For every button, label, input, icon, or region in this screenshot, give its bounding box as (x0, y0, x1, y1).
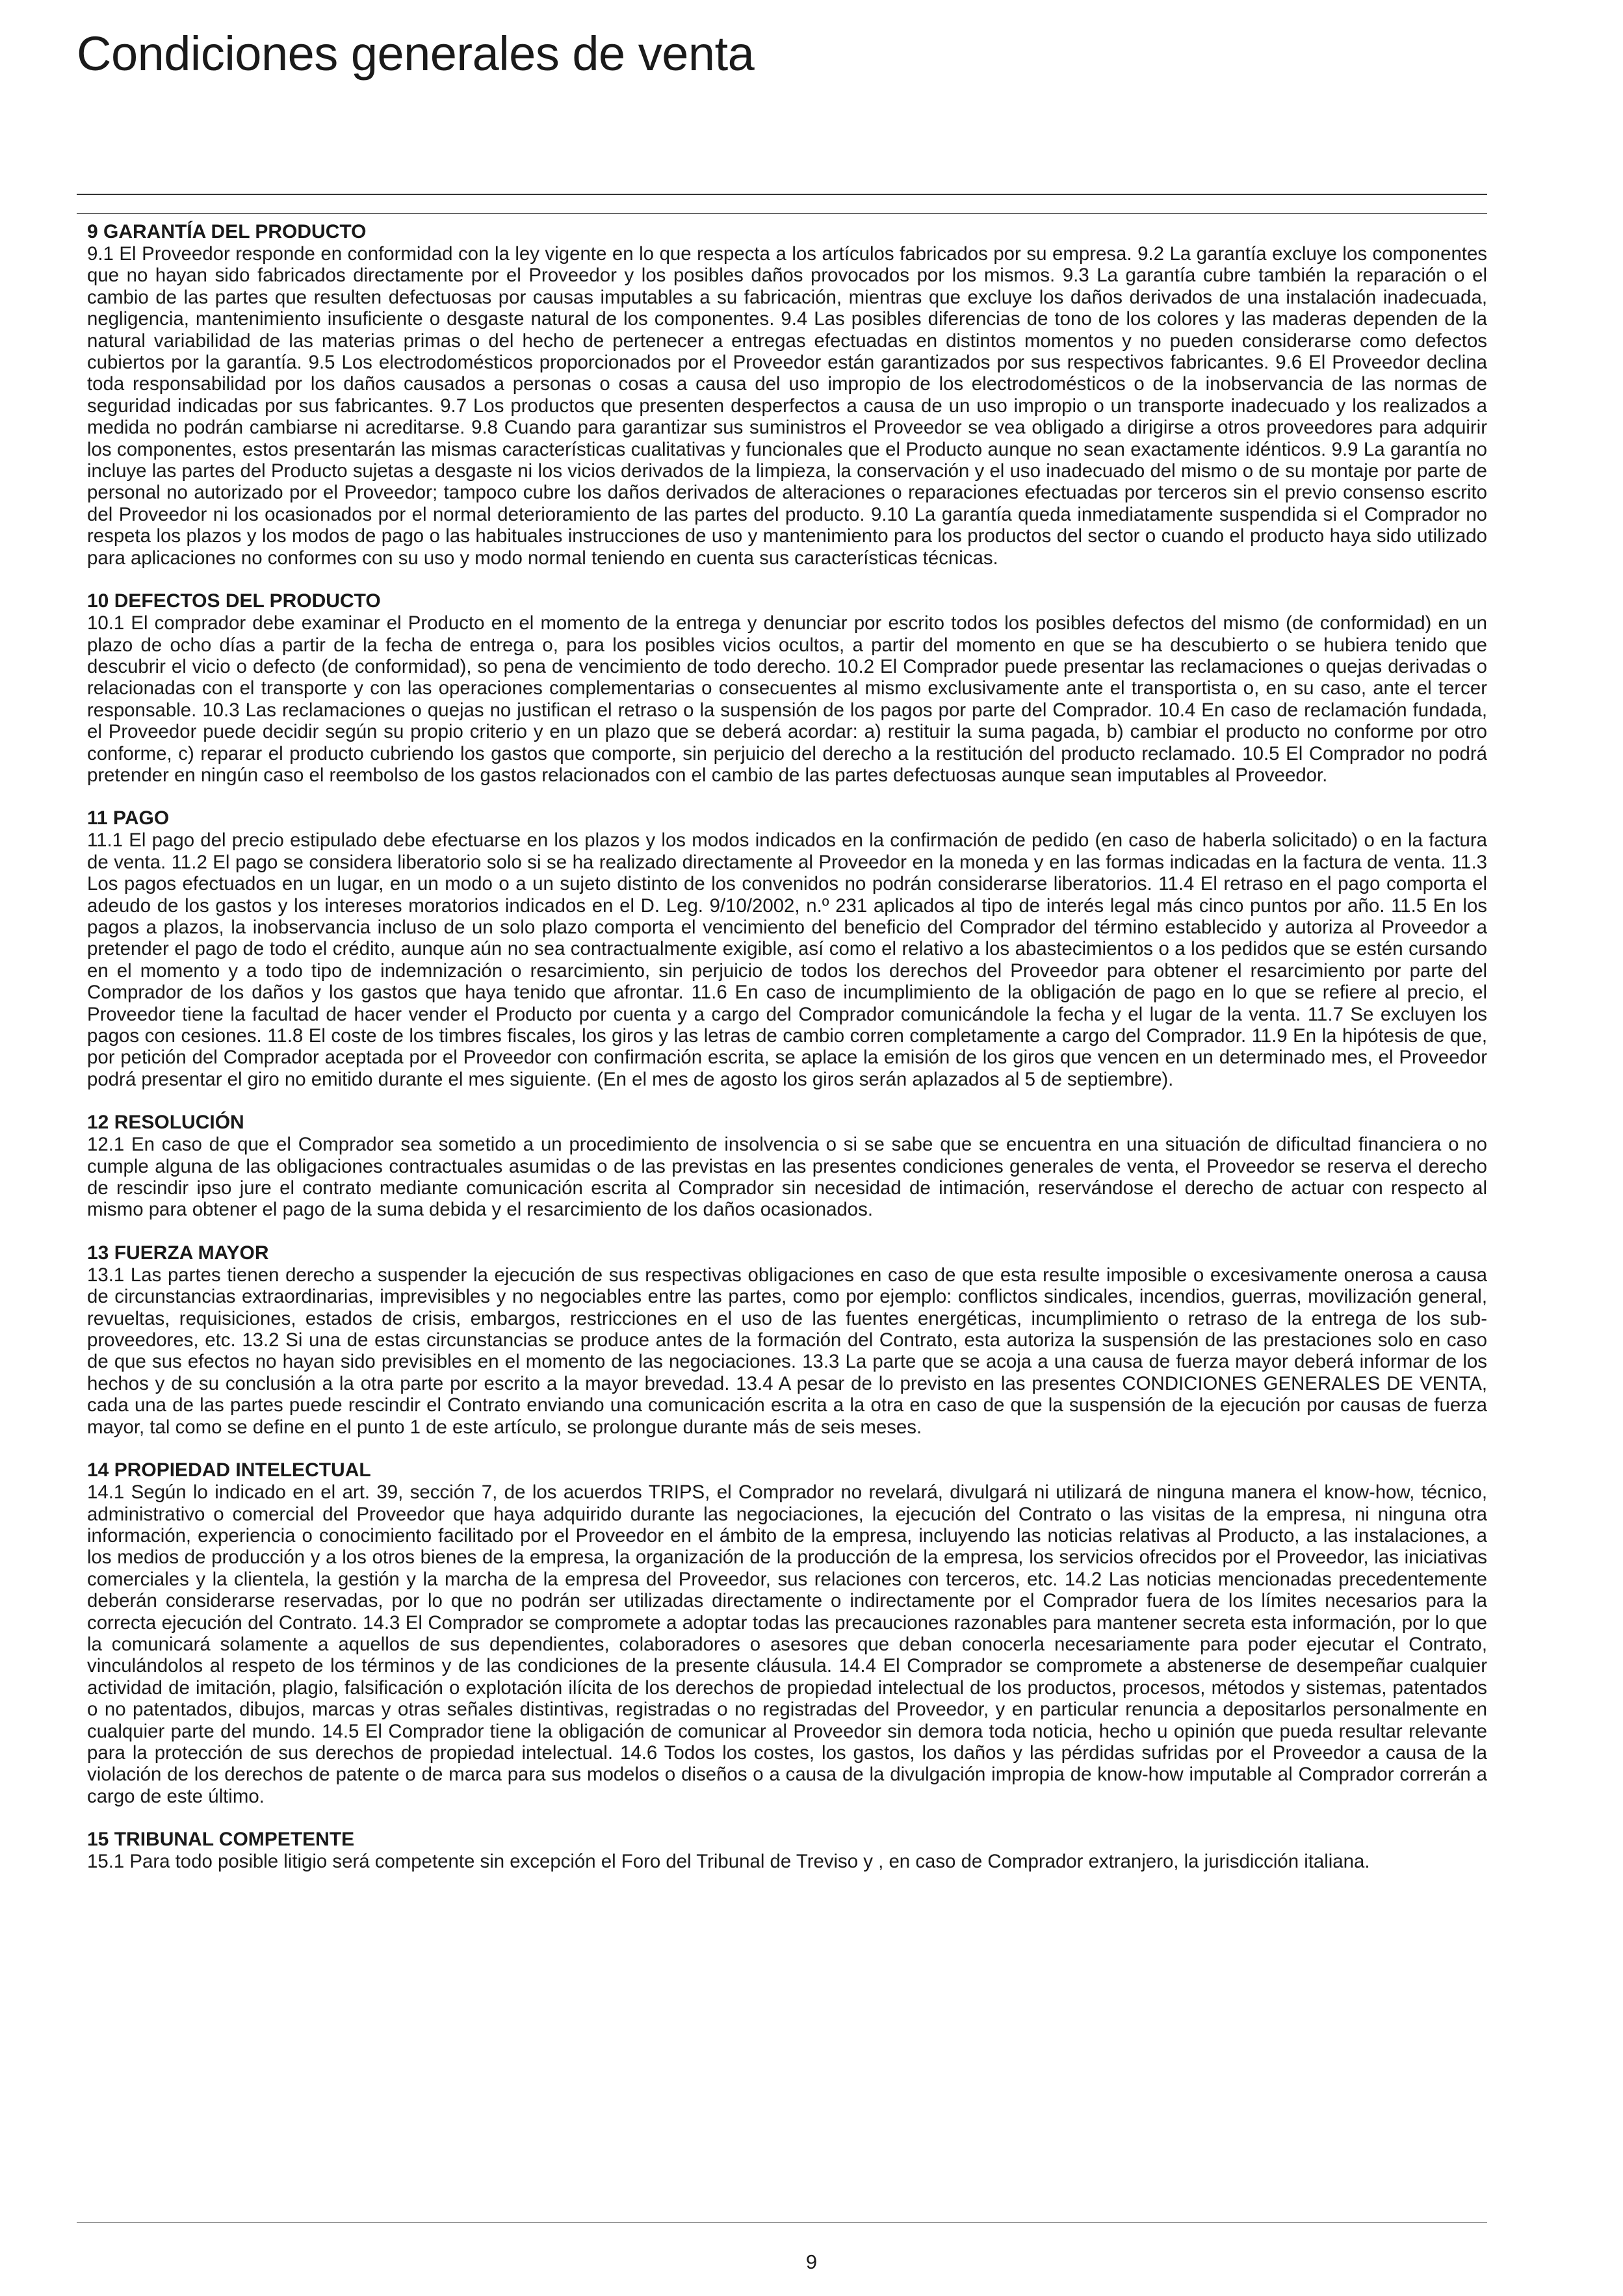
section-pago (87, 807, 1487, 1090)
page-title: Condiciones generales de venta (77, 27, 755, 81)
section-heading: 11 PAGO (87, 807, 170, 829)
section-tribunal (87, 1829, 1487, 1872)
footer-divider (77, 2222, 1487, 2223)
section-text: 14.1 Según lo indicado en el art. 39, sección 7, de los acuerdos TRIPS, el Comprador no revelará, divulgará ni utilizará de ninguna manera el know-how, técnico, administrativo o comercial del Proveedor que haya adquirido durante las negociaciones, la ejecución del Contrato o las visitas de la empresa, ni ninguna otra información, experiencia o conocimiento facilitado por el Proveedor en el ámbito de la empresa, incluyendo las noticias relativas al Producto, a las instalaciones, a los medios de producción y a los otros bienes de la empresa, la organización de la producción de la empresa, los servicios ofrecidos por el Proveedor, las iniciativas comerciales y la clientela, la gestión y la marcha de la empresa del Proveedor, sus relaciones con terceros, etc. 14.2 Las noticias mencionadas precedentemente deberán considerarse reservadas, por lo que no podrán ser utilizadas directamente o indirectamente por el Comprador fuera de los límites necesarios para la correcta ejecución del Contrato. 14.3 El Comprador se compromete a adoptar todas las precauciones razonables para mantener secreta esta información, por lo que la comunicará solamente a aquellos de sus dependientes, colaboradores o asesores que deban conocerla necesariamente para poder ejecutar el Contrato, vinculándolos al respeto de los términos y de las condiciones de la presente cláusula. 14.4 El Comprador se compromete a abstenerse de desempeñar cualquier actividad de imitación, plagio, falsificación o explotación ilícita de los derechos de propiedad intelectual de los productos, procesos, métodos y sistemas, patentados o no patentados, dibujos, marcas y otras señales distintivas, registradas o no registradas del Proveedor, y en particular renuncia a depositarlos personalmente en cualquier parte del mundo. 14.5 El Comprador tiene la obligación de comunicar al Proveedor sin demora toda noticia, hecho u opinión que pueda resultar relevante para la protección de sus derechos de propiedad intelectual. 14.6 Todos los costes, los gastos, los daños y las pérdidas sufridas por el Proveedor a causa de la violación de los derechos de patente o de marca para sus modelos o diseños o a causa de la divulgación impropia de know-how imputable al Comprador correrán a cargo de este último. (87, 1481, 1487, 1807)
section-text: 13.1 Las partes tienen derecho a suspender la ejecución de sus respectivas obligaciones en caso de que esta resulte imposible o excesivamente onerosa a causa de circunstancias extraordinarias, imprevisibles y no negociables entre las partes, como por ejemplo: conflictos sindicales, incendios, guerras, movilización general, revueltas, requisiciones, estados de crisis, embargos, restricciones en el uso de las fuentes energéticas, incumplimiento o retraso de la entrega de los sub-proveedores, etc. 13.2 Si una de estas circunstancias se produce antes de la formación del Contrato, esta autoriza la suspensión de las prestaciones solo en caso de que sus efectos no hayan sido previsibles en el momento de las negociaciones. 13.3 La parte que se acoja a una causa de fuerza mayor deberá informar de los hechos y de su conclusión a la otra parte por escrito a la mayor brevedad. 13.4 A pesar de lo previsto en las presentes CONDICIONES GENERALES DE VENTA, cada una de las partes puede rescindir el Contrato enviando una comunicación escrita a la otra en caso de que la suspensión de la ejecución por causas de fuerza mayor, tal como se define en el punto 1 de este artículo, se prolongue durante más de seis meses. (87, 1264, 1487, 1438)
section-heading: 14 PROPIEDAD INTELECTUAL (87, 1459, 371, 1481)
section-fuerza-mayor (87, 1242, 1487, 1438)
section-text: 10.1 El comprador debe examinar el Producto en el momento de la entrega y denunciar por escrito todos los posibles defectos del mismo (de conformidad) en un plazo de ocho días a partir de la fecha de entrega o, para los posibles vicios ocultos, a partir del momento en que se ha descubierto o se hubiera tenido que descubrir el vicio o defecto (de conformidad), so pena de vencimiento de todo derecho. 10.2 El Comprador puede presentar las reclamaciones o quejas derivadas o relacionadas con el transporte y con las operaciones complementarias o consecuentes al mismo exclusivamente ante el transportista o, en su caso, ante el tercer responsable. 10.3 Las reclamaciones o quejas no justifican el retraso o la suspensión de los pagos por parte del Comprador. 10.4 En caso de reclamación fundada, el Proveedor puede decidir según su propio criterio y en un plazo que se deberá acordar: a) restituir la suma pagada, b) cambiar el producto no conforme por otro conforme, c) reparar el producto cubriendo los gastos que comporte, sin perjuicio del derecho a la restitución del producto reclamado. 10.5 El Comprador no podrá pretender en ningún caso el reembolso de los gastos relacionados con el cambio de las partes defectuosas aunque sean imputables al Proveedor. (87, 612, 1487, 786)
page-number: 9 (805, 2250, 818, 2273)
section-text: 12.1 En caso de que el Comprador sea sometido a un procedimiento de insolvencia o si se sabe que se encuentra en una situación de dificultad financiera o no cumple alguna de las obligaciones contractuales asumidas o de las previstas en las presentes condiciones generales de venta, el Proveedor se reserva el derecho de rescindir ipso jure el contrato mediante comunicación escrita al Comprador sin necesidad de intimación, reservándose el derecho de actuar con respecto al mismo para obtener el pago de la suma debida y el resarcimiento de los daños ocasionados. (87, 1134, 1487, 1221)
document-body (87, 221, 1487, 1894)
section-heading: 13 FUERZA MAYOR (87, 1242, 269, 1264)
section-text: 9.1 El Proveedor responde en conformidad con la ley vigente en lo que respecta a los artículos fabricados por su empresa. 9.2 La garantía excluye los componentes que no hayan sido fabricados directamente por el Proveedor y los posibles daños provocados por los mismos. 9.3 La garantía cubre también la reparación o el cambio de las partes que resulten defectuosas por causas imputables a su fabricación, mientras que excluye los daños derivados de una instalación inadecuada, negligencia, mantenimiento insuficiente o desgaste natural de los componentes. 9.4 Las posibles diferencias de tono de los colores y las maderas dependen de la natural variabilidad de las materias primas o del hecho de pertenecer a entregas efectuadas en distintos momentos y no pueden considerarse como defectos cubiertos por la garantía. 9.5 Los electrodomésticos proporcionados por el Proveedor están garantizados por sus respectivos fabricantes. 9.6 El Proveedor declina toda responsabilidad por los daños causados a personas o cosas a causa del uso impropio de los electrodomésticos o de la inobservancia de las normas de seguridad indicadas por sus fabricantes. 9.7 Los productos que presenten desperfectos a causa de un uso impropio o un transporte inadecuado y los realizados a medida no podrán cambiarse ni acreditarse. 9.8 Cuando para garantizar sus suministros el Proveedor se vea obligado a dirigirse a otros proveedores para adquirir los componentes, estos presentarán las mismas características cualitativas y funcionales que el Producto aunque no sean exactamente idénticos. 9.9 La garantía no incluye las partes del Producto sujetas a desgaste ni los vicios derivados de la limpieza, la conservación y el uso inadecuado del mismo o de su montaje por parte de personal no autorizado por el Proveedor; tampoco cubre los daños derivados de alteraciones o reparaciones efectuadas por terceros sin el previo consenso escrito del Proveedor ni los ocasionados por el normal deterioramiento de las partes del producto. 9.10 La garantía queda inmediatamente suspendida si el Comprador no respeta los plazos y los modos de pago o las habituales instrucciones de uso y mantenimiento para los productos del sector o cuando el producto haya sido utilizado para aplicaciones no conformes con su uso y modo normal teniendo en cuenta sus características técnicas. (87, 243, 1487, 569)
section-heading: 12 RESOLUCIÓN (87, 1112, 244, 1134)
section-text: 11.1 El pago del precio estipulado debe efectuarse en los plazos y los modos indicados en la confirmación de pedido (en caso de haberla solicitado) o en la factura de venta. 11.2 El pago se considera liberatorio solo si se ha realizado directamente al Proveedor en la moneda y en las formas indicadas en la factura de venta. 11.3 Los pagos efectuados en un lugar, en un modo o a un sujeto distinto de los convenidos no podrán considerarse liberatorios. 11.4 El retraso en el pago comporta el adeudo de los gastos y los intereses moratorios indicados en el D. Leg. 9/10/2002, n.º 231 aplicados al tipo de interés legal más cinco puntos por año. 11.5 En los pagos a plazos, la inobservancia incluso de un solo plazo comporta el vencimiento del beneficio del Comprador del término establecido y autoriza al Proveedor a pretender el pago de todo el crédito, aunque aún no sea contractualmente exigible, así como el relativo a los abastecimientos o a los pedidos que se estén cursando en el momento y a todo tipo de indemnización o resarcimiento, sin perjuicio de todos los derechos del Proveedor para obtener el resarcimiento por parte del Comprador de los daños y los gastos que haya tenido que afrontar. 11.6 En caso de incumplimiento de la obligación de pago en lo que se refiere al precio, el Proveedor tiene la facultad de hacer vender el Producto por cuenta y a cargo del Comprador comunicándole la fecha y el lugar de la venta. 11.7 Se excluyen los pagos con cesiones. 11.8 El coste de los timbres fiscales, los giros y las letras de cambio corren completamente a cargo del Comprador. 11.9 En la hipótesis de que, por petición del Comprador aceptada por el Proveedor con confirmación escrita, se aplace la emisión de los giros que vencen en un determinado mes, el Proveedor podrá presentar el giro no emitido durante el mes siguiente. (En el mes de agosto los giros serán aplazados al 5 de septiembre). (87, 829, 1487, 1090)
header-divider-thick (77, 194, 1487, 195)
section-heading: 10 DEFECTOS DEL PRODUCTO (87, 590, 381, 612)
section-heading: 9 GARANTÍA DEL PRODUCTO (87, 221, 367, 242)
section-defectos (87, 590, 1487, 786)
section-heading: 15 TRIBUNAL COMPETENTE (87, 1829, 355, 1851)
section-resolucion (87, 1112, 1487, 1221)
section-text: 15.1 Para todo posible litigio será competente sin excepción el Foro del Tribunal de Treviso y , en caso de Comprador extranjero, la jurisdicción italiana. (87, 1851, 1370, 1873)
section-garantia (87, 221, 1487, 569)
header-divider-thin (77, 213, 1487, 214)
section-propiedad-intelectual (87, 1459, 1487, 1807)
